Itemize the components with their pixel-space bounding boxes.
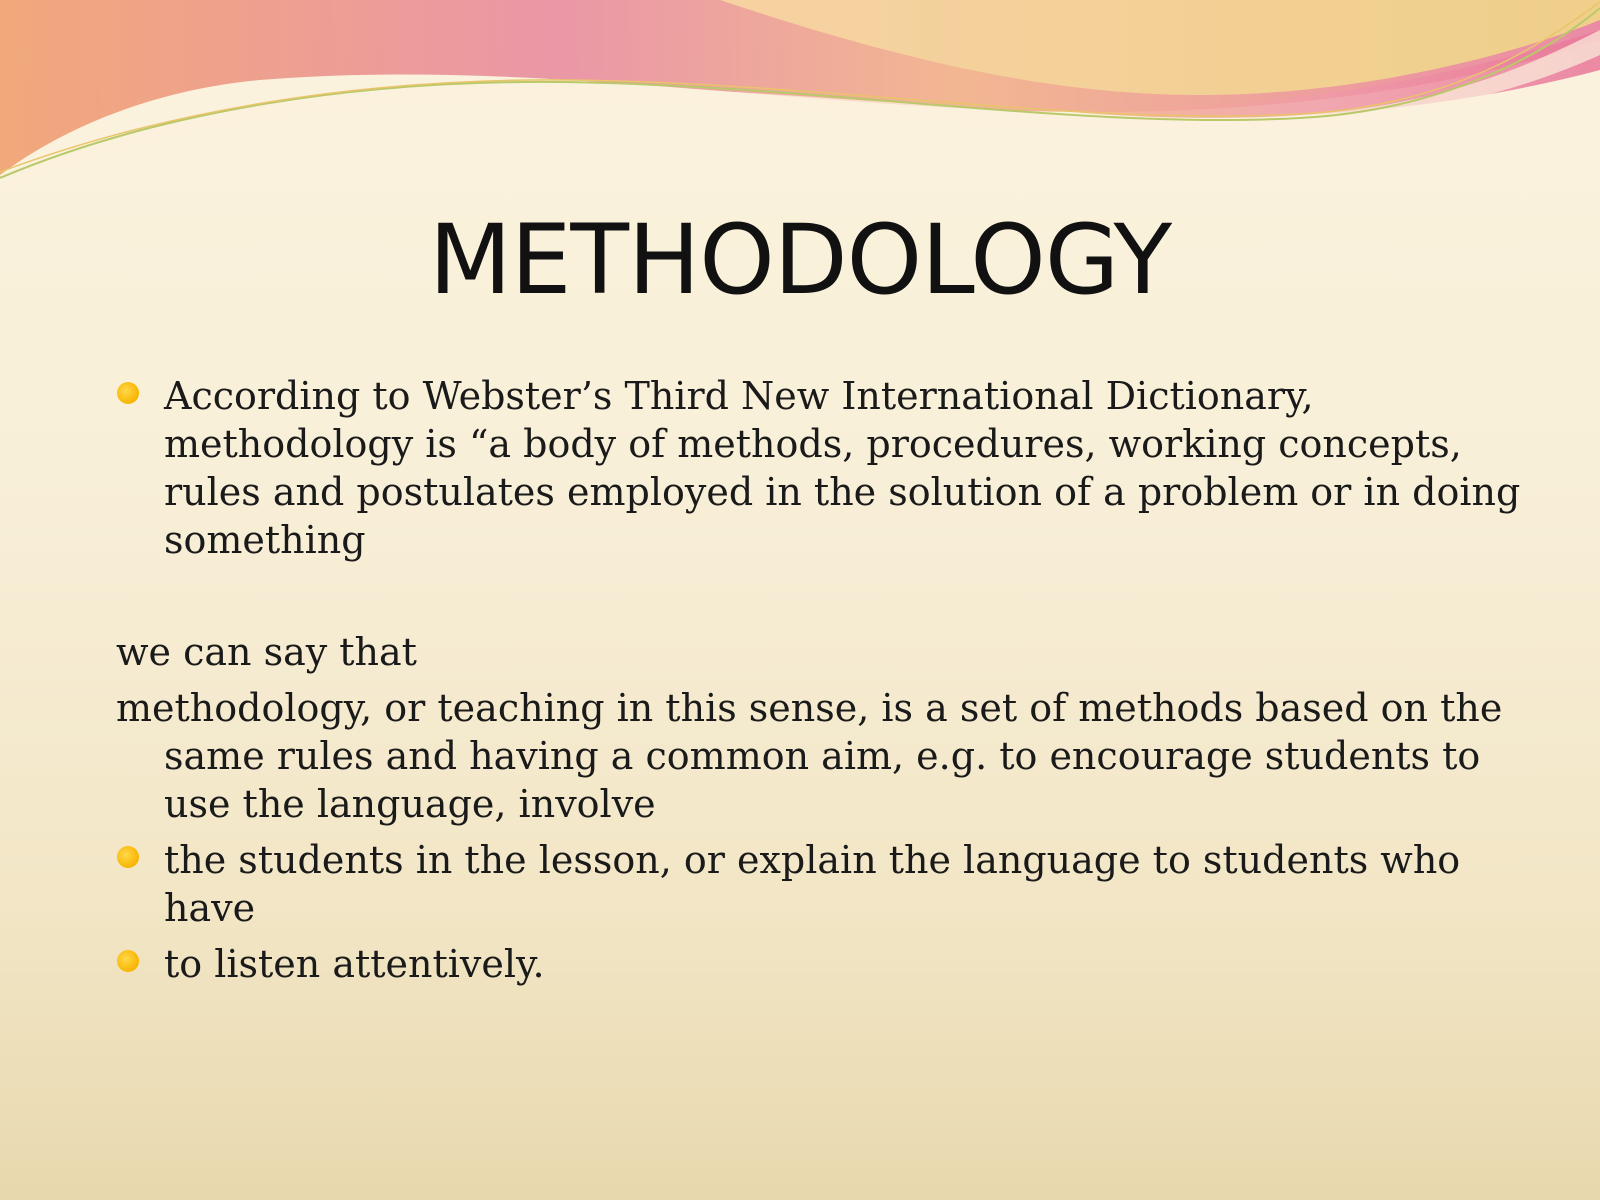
list-item bbox=[116, 372, 1536, 564]
bullet-dot-icon bbox=[117, 950, 139, 972]
bullet-dot-icon bbox=[117, 382, 139, 404]
list-item bbox=[116, 836, 1536, 932]
list-item bbox=[116, 940, 1536, 988]
header-wave-decoration bbox=[0, 0, 1600, 190]
methodology-text: methodology, or teaching in this sense, is a set of methods based on the same rules and having a common aim, e.g. to encourage students to use the language, involve bbox=[116, 686, 1503, 826]
intro-text: we can say that bbox=[116, 630, 417, 674]
paragraph bbox=[116, 628, 1536, 676]
bullet-dot-icon bbox=[117, 846, 139, 868]
definition-text: According to Webster’s Third New International Dictionary, methodology is “a body of methods, procedures, working concepts, rules and postulates employed in the solution of a problem or in doing something bbox=[164, 374, 1521, 562]
slide-title: METHODOLOGY bbox=[428, 204, 1172, 316]
students-text: the students in the lesson, or explain the language to students who have bbox=[164, 838, 1461, 930]
paragraph bbox=[116, 684, 1536, 828]
listen-text: to listen attentively. bbox=[164, 942, 545, 986]
slide-body bbox=[116, 372, 1536, 988]
